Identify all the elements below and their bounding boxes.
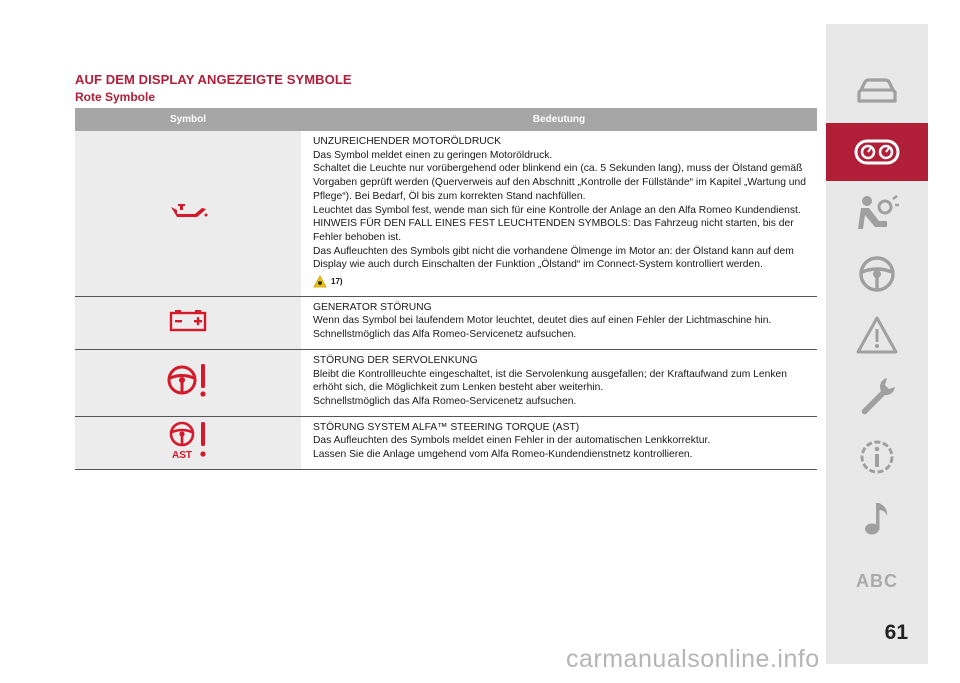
warning-reference-icon (313, 275, 327, 288)
music-note-icon (861, 498, 893, 538)
row-title: GENERATOR STÖRUNG (313, 301, 432, 313)
index-label: ABC (856, 570, 898, 591)
row-line: Das Aufleuchten des Symbols meldet einen Fehler in der automatischen Lenkkorrektur. (313, 435, 711, 447)
nav-multimedia[interactable] (826, 489, 928, 547)
reference-number: 17) (331, 277, 343, 287)
symbol-cell (75, 416, 301, 469)
symbol-cell (75, 296, 301, 349)
ast-steering-icon (166, 419, 210, 461)
row-line: Das Symbol meldet einen zu geringen Motoröldruck. (313, 149, 553, 161)
row-line: Das Aufleuchten des Symbols gibt nicht die vorhandene Ölmenge im Motor an: der Ölstand kann auf dem Display wie auch durch Einschalten der Funktion „Ölstand“ im Connect-System kontrolliert werden. (313, 245, 794, 271)
row-line: Lassen Sie die Anlage umgehend vom Alfa Romeo-Kundendienstnetz kontrollieren. (313, 449, 693, 461)
page-number: 61 (884, 621, 908, 644)
table-row (75, 416, 817, 469)
row-line: HINWEIS FÜR DEN FALL EINES FEST LEUCHTENDEN SYMBOLS: Das Fahrzeug nicht starten, bis der Fehler behoben ist. (313, 218, 794, 243)
main-content (75, 72, 817, 470)
section-heading: AUF DEM DISPLAY ANGEZEIGTE SYMBOLE (75, 72, 352, 87)
description-cell (301, 349, 817, 416)
column-header-meaning: Bedeutung (301, 108, 817, 131)
table-row (75, 296, 817, 349)
row-line: Bleibt die Kontrollleuchte eingeschaltet, ist die Servolenkung ausgefallen; der Kraftaufwand zum Lenken erhöht sich, die Möglichkeit zum Lenken besteht aber weiterhin. (313, 368, 787, 394)
nav-car[interactable] (826, 62, 928, 120)
row-title: UNZUREICHENDER MOTORÖLDRUCK (313, 136, 502, 147)
description-cell (301, 131, 817, 296)
steering-wheel-icon (857, 254, 897, 294)
symbol-cell (75, 131, 301, 296)
watermark: carmanualsonline.info (566, 645, 820, 673)
symbol-cell (75, 349, 301, 416)
description-cell (301, 296, 817, 349)
row-line: Leuchtet das Symbol fest, wende man sich für eine Kontrolle der Anlage an den Alfa Romeo Kundendienst. (313, 204, 801, 216)
row-line: Schnellstmöglich das Alfa Romeo-Servicenetz aufsuchen. (313, 329, 577, 341)
row-title: STÖRUNG DER SERVOLENKUNG (313, 354, 478, 366)
nav-technical-data[interactable] (826, 428, 928, 486)
nav-safety[interactable] (826, 184, 928, 242)
symbol-table (75, 108, 817, 470)
nav-dashboard[interactable] (826, 123, 928, 181)
nav-driving[interactable] (826, 245, 928, 303)
wrench-icon (857, 375, 897, 417)
oil-can-icon (168, 201, 208, 221)
nav-maintenance[interactable] (826, 367, 928, 425)
airbag-person-icon (855, 193, 899, 233)
warning-reference (313, 275, 811, 289)
car-icon (855, 76, 899, 106)
nav-warnings[interactable] (826, 306, 928, 364)
section-subheading: Rote Symbole (75, 90, 156, 104)
ast-icon-text: AST (172, 450, 192, 462)
row-line: Schaltet die Leuchte nur vorübergehend oder blinkend ein (ca. 5 Sekunden lang), muss der Ölstand gemäß Vorgaben geprüft werden (Querverweis auf den Abschnitt „Kontrolle der Füllstände“ im Kapitel „Wartung und Pflege“). Bei Bedarf, Öl bis zum korrekten Stand nachfüllen. (313, 163, 806, 202)
battery-icon (169, 308, 207, 332)
table-row (75, 131, 817, 296)
chapter-sidebar (826, 24, 928, 664)
row-line: Schnellstmöglich das Alfa Romeo-Servicenetz aufsuchen. (313, 395, 577, 407)
table-row (75, 349, 817, 416)
warning-triangle-icon (855, 315, 899, 355)
description-cell (301, 416, 817, 469)
column-header-symbol: Symbol (75, 108, 301, 131)
row-title: STÖRUNG SYSTEM ALFA™ STEERING TORQUE (AST) (313, 421, 580, 433)
info-gear-icon (856, 436, 898, 478)
dashboard-gauges-icon (854, 139, 900, 165)
row-line: Wenn das Symbol bei laufendem Motor leuchtet, deutet dies auf einen Fehler der Lichtmaschine hin. (313, 315, 772, 327)
nav-index[interactable] (826, 552, 928, 610)
steering-warning-icon (166, 360, 210, 400)
